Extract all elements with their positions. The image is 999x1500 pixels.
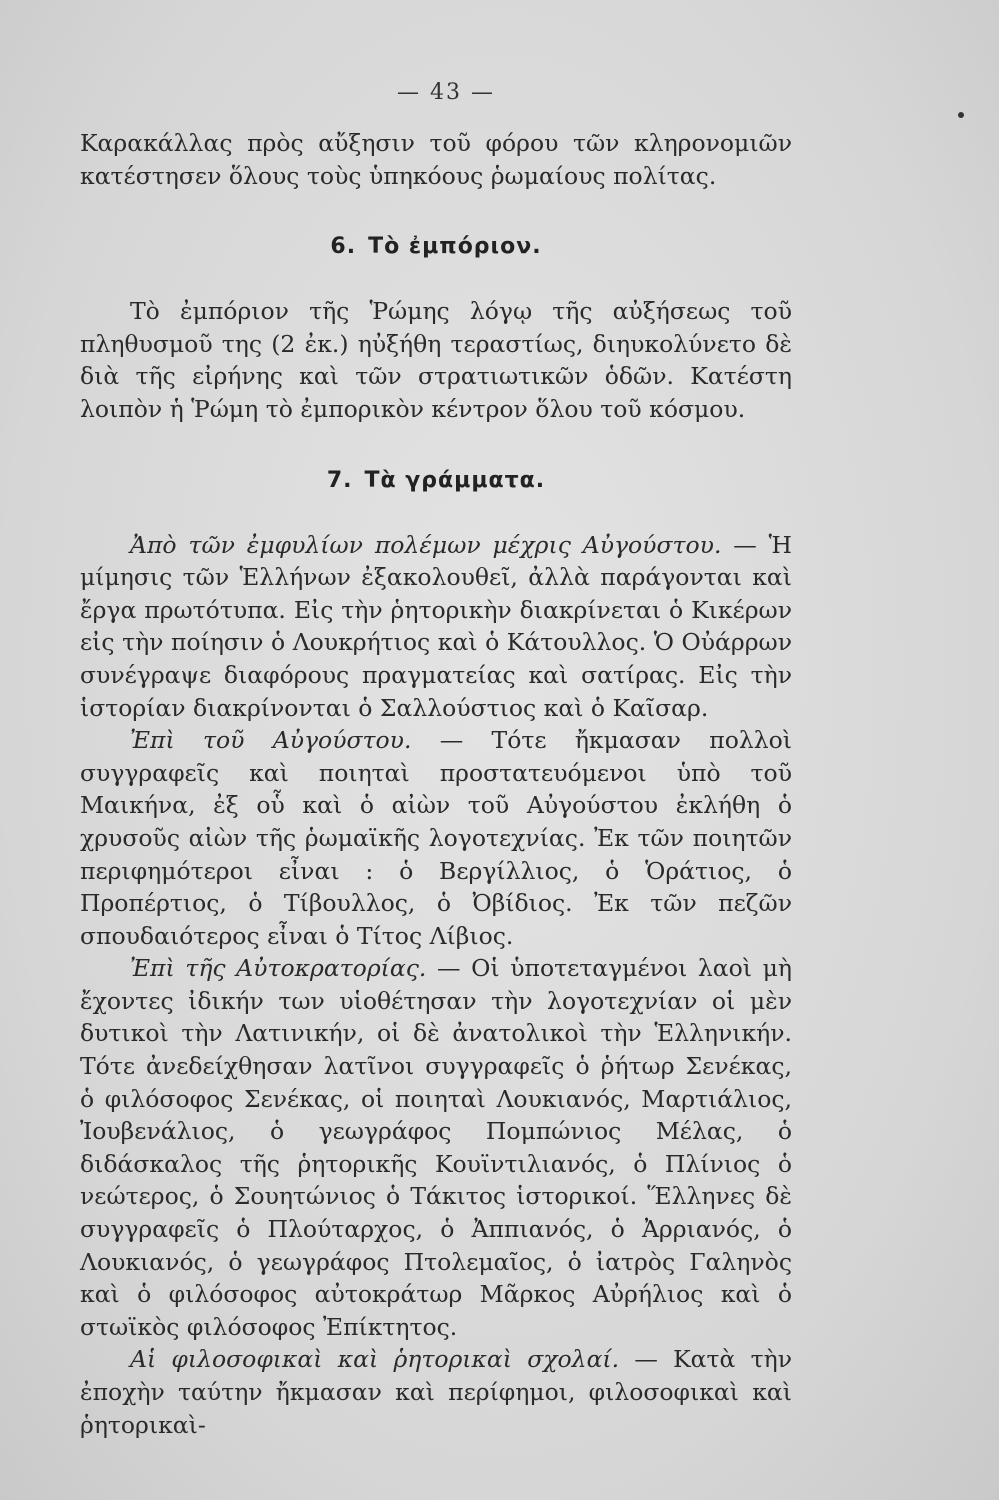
- section-7-heading: [80, 468, 792, 493]
- section-7-paragraph: [80, 724, 792, 952]
- paragraph-text: — Ἡ μίμησις τῶν Ἑλλήνων ἐξακολουθεῖ, ἀλλὰ παράγονται καὶ ἔργα πρωτότυπα. Εἰς τὴν ῥητορικὴν διακρίνεται ὁ Κικέρων εἰς τὴν ποίησιν ὁ Λουκρήτιος καὶ ὁ Κάτουλλος. Ὁ Οὐάρρων συνέγραψε διαφόρους πραγματείας καὶ σατίρας. Εἰς τὴν ἱστορίαν διακρίνονται ὁ Σαλλούστιος καὶ ὁ Καῖσαρ.: [80, 530, 792, 722]
- section-7-number: 7.: [326, 467, 353, 493]
- paragraph-text: — Κατὰ τὴν ἐποχὴν ταύτην ἤκμασαν καὶ περίφημοι, φιλοσοφικαὶ καὶ ῥητορικαὶ-: [80, 1345, 792, 1439]
- section-6-title: Τὸ ἐμπόριον.: [368, 234, 542, 260]
- paragraph-text: — Οἱ ὑποτεταγμένοι λαοὶ μὴ ἔχοντες ἰδικήν των υἱοθέτησαν τὴν λογοτεχνίαν οἱ μὲν δυτικοὶ τὴν Λατινικήν, οἱ δὲ ἀνατολικοὶ τὴν Ἑλληνικήν. Τότε ἀνεδείχθησαν λατῖνοι συγγραφεῖς ὁ ῥήτωρ Σενέκας, ὁ φιλόσοφος Σενέκας, οἱ ποιηταὶ Λουκιανός, Μαρτιάλιος, Ἰουβενάλιος, ὁ γεωγράφος Πομπώνιος Μέλας, ὁ διδάσκαλος τῆς ῥητορικῆς Κουϊντιλιανός, ὁ Πλίνιος ὁ νεώτερος, ὁ Σουητώνιος ὁ Τάκιτος ἱστορικοί. Ἕλληνες δὲ συγγραφεῖς ὁ Πλούταρχος, ὁ Ἀππιανός, ὁ Ἀρριανός, ὁ Λουκιανός, ὁ γεωγράφος Πτολεμαῖος, ὁ ἰατρὸς Γαληνὸς καὶ ὁ φιλόσοφος αὐτοκράτωρ Μᾶρκος Αὐρήλιος καὶ ὁ στωϊκὸς φιλόσοφος Ἐπίκτητος.: [80, 954, 792, 1341]
- margin-dot: [958, 112, 964, 118]
- section-6-paragraph: Τὸ ἐμπόριον τῆς Ῥώμης λόγῳ τῆς αὐξήσεως τοῦ πληθυσμοῦ της (2 ἐκ.) ηὐξήθη τεραστίως, διηυκολύνετο δὲ διὰ τῆς εἰρήνης καὶ τῶν στρατιωτικῶν ὁδῶν. Κατέστη λοιπὸν ἡ Ῥώμη τὸ ἐμπορικὸν κέντρον ὅλου τοῦ κόσμου.: [80, 297, 792, 423]
- section-7-paragraph: [80, 529, 792, 725]
- intro-paragraph: Καρακάλλας πρὸς αὔξησιν τοῦ φόρου τῶν κληρονομιῶν κατέστησεν ὅλους τοὺς ὑπηκόους ῥωμαίους πολίτας.: [80, 129, 792, 190]
- paragraph-text: — Τότε ἤκμασαν πολλοὶ συγγραφεῖς καὶ ποιηταὶ προστατευόμενοι ὑπὸ τοῦ Μαικήνα, ἐξ οὗ καὶ ὁ αἰὼν τοῦ Αὐγούστου ἐκλήθη ὁ χρυσοῦς αἰὼν τῆς ῥωμαϊκῆς λογοτεχνίας. Ἐκ τῶν ποιητῶν περιφημότεροι εἶναι : ὁ Βεργίλλιος, ὁ Ὁράτιος, ὁ Προπέρτιος, ὁ Τίβουλλος, ὁ Ὀβίδιος. Ἐκ τῶν πεζῶν σπουδαιότερος εἶναι ὁ Τίτος Λίβιος.: [80, 726, 792, 950]
- section-6-number: 6.: [330, 234, 357, 260]
- section-7-paragraph: [80, 1343, 792, 1441]
- section-7-paragraph: [80, 952, 792, 1343]
- paragraph-lead: Ἐπὶ τοῦ Αὐγούστου.: [130, 726, 412, 755]
- section-6-heading: [80, 234, 792, 259]
- paragraph-lead: Αἱ φιλοσοφικαὶ καὶ ῥητορικαὶ σχολαί.: [130, 1345, 620, 1374]
- paragraph-lead: Ἐπὶ τῆς Αὐτοκρατορίας.: [130, 954, 427, 983]
- page-number: — 43 —: [397, 80, 495, 105]
- paragraph-lead: Ἀπὸ τῶν ἐμφυλίων πολέμων μέχρις Αὐγούστου.: [130, 530, 722, 559]
- section-7-title: Τὰ γράμματα.: [364, 467, 546, 493]
- book-page: [80, 80, 792, 1441]
